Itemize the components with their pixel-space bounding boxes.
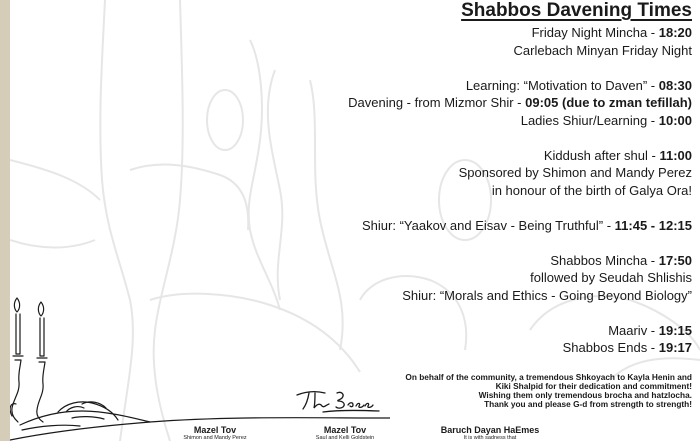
schedule-line: Kiddush after shul - 11:00 (543, 147, 692, 163)
mazel-tov-perez (160, 425, 270, 441)
schedule-line: Sponsored by Shimon and Mandy Perez (458, 165, 692, 180)
footer-title: Mazel Tov (193, 425, 237, 435)
schedule-line: Shiur: “Morals and Ethics - Going Beyond Biology” (402, 287, 692, 303)
notice-line: Kiki Shalpid for their dedication and commitment! (495, 381, 692, 391)
schedule-line: Ladies Shiur/Learning - 10:00 (520, 112, 692, 128)
schedule-line: Carlebach Minyan Friday Night (513, 42, 692, 58)
page-title: Shabbos Davening Times (461, 0, 692, 21)
schedule-line: Shiur: “Yaakov and Eisav - Being Truthful” - 11:45 - 12:15 (362, 217, 692, 233)
schedule-line: Friday Night Mincha - 18:20 (531, 25, 692, 40)
schedule-line: in honour of the birth of Galya Ora! (491, 182, 692, 198)
footer-subtitle: Shimon and Mandy Perez (183, 435, 247, 441)
schedule-line: Shabbos Mincha - 17:50 (550, 252, 692, 268)
spacer (172, 199, 692, 217)
flyer-sheet (10, 0, 700, 441)
footer-title: Mazel Tov (323, 425, 367, 435)
schedule-line: followed by Seudah Shlishis (530, 270, 692, 285)
footer-subtitle: Saul and Kelli Goldstein (315, 435, 375, 441)
schedule-line: Learning: “Motivation to Daven” - 08:30 (465, 77, 692, 93)
spacer (172, 234, 692, 252)
notice-line: On behalf of the community, a tremendous Shkoyach to Kayla Henin and (405, 372, 692, 382)
schedule-line: Davening - from Mizmor Shir - 09:05 (due to zman tefillah) (348, 95, 692, 110)
spacer (172, 129, 692, 147)
schedule-line: Maariv - 19:15 (608, 322, 692, 338)
footer-subtitle: It is with sadness that (463, 435, 517, 441)
notice-line: Thank you and please G-d from strength to strength! (484, 399, 692, 409)
mazel-tov-goldstein (290, 425, 400, 441)
footer-title: Baruch Dayan HaEmes (440, 425, 540, 435)
notice-line: Wishing them only tremendous brocha and hatzlocha. (478, 390, 692, 400)
baruch-dayan-haemes (430, 425, 550, 441)
schedule-line: Shabbos Ends - 19:17 (562, 340, 692, 355)
spacer (172, 59, 692, 77)
shabbos-candles-icon (10, 290, 390, 441)
